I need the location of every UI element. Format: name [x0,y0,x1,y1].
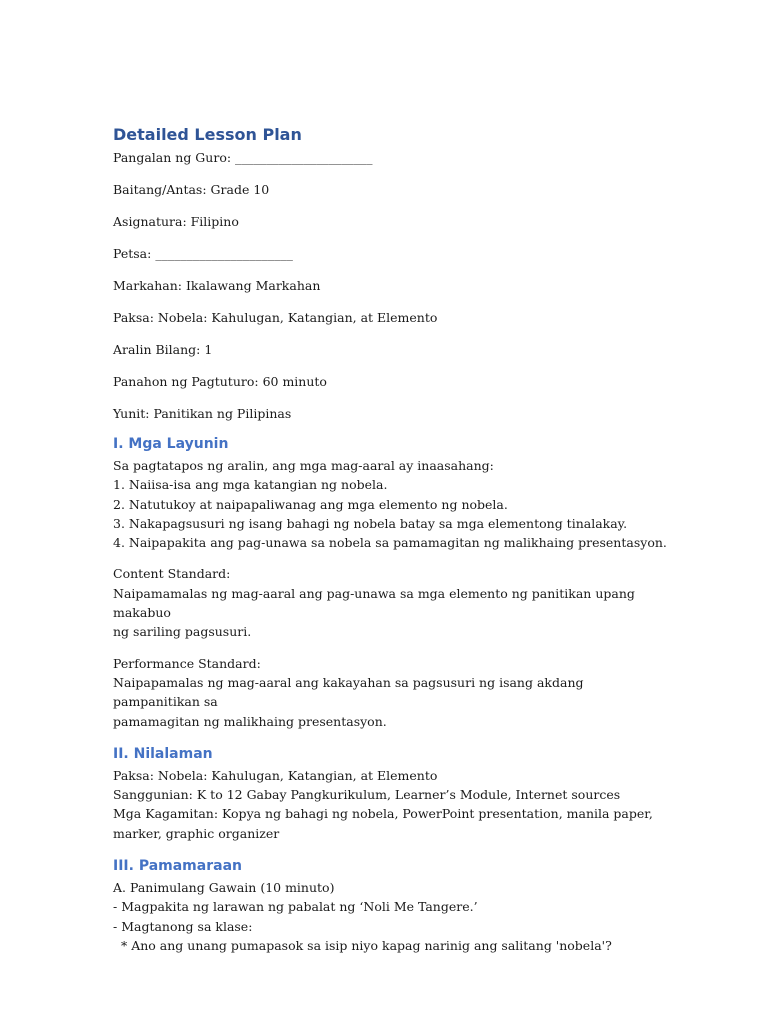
header-fields [113,148,673,423]
content-materials-cont: marker, graphic organizer [113,825,280,841]
field-duration: Panahon ng Pagtuturo: 60 minuto [113,374,327,389]
field-topic: Paksa: Nobela: Kahulugan, Katangian, at Elemento [113,310,438,325]
field-teacher-name: Pangalan ng Guro: ______________________ [113,150,373,165]
field-quarter: Markahan: Ikalawang Markahan [113,278,321,293]
objective-item: 2. Natutukoy at naipapaliwanag ang mga elemento ng nobela. [113,496,508,512]
section-heading-content: II. Nilalaman [113,745,213,762]
section-heading-procedure: III. Pamamaraan [113,858,242,875]
objective-item: 4. Naipapakita ang pag-unawa sa nobela sa pamamagitan ng malikhaing presentasyon. [113,535,667,551]
performance-standard [113,654,673,731]
field-lesson-number: Aralin Bilang: 1 [113,342,213,357]
field-grade-level: Baitang/Antas: Grade 10 [113,182,270,197]
procedure-item: - Magtanong sa klase: [113,918,253,934]
content-standard-label: Content Standard: [113,566,231,582]
field-date: Petsa: ______________________ [113,246,293,261]
content-references: Sanggunian: K to 12 Gabay Pangkurikulum, Learner’s Module, Internet sources [113,787,621,803]
section-procedure [113,855,673,955]
content-standard-text: ng sariling pagsusuri. [113,624,252,640]
section-heading-objectives: I. Mga Layunin [113,436,229,452]
objective-item: 1. Naiisa-isa ang mga katangian ng nobela. [113,477,388,493]
section-objectives [113,433,673,731]
content-topic: Paksa: Nobela: Kahulugan, Katangian, at Elemento [113,767,438,783]
content-standard-text: Naipamamalas ng mag-aaral ang pag-unawa sa mga elemento ng panitikan upang makabuo [113,585,635,621]
performance-standard-text: Naipapamalas ng mag-aaral ang kakayahan sa pagsusuri ng isang akdang pampanitikan sa [113,674,584,710]
content-materials: Mga Kagamitan: Kopya ng bahagi ng nobela, PowerPoint presentation, manila paper, [113,806,653,822]
procedure-step-title: A. Panimulang Gawain (10 minuto) [113,880,335,896]
section-content [113,743,673,843]
objective-item: 3. Nakapagsusuri ng isang bahagi ng nobela batay sa mga elementong tinalakay. [113,515,628,531]
objectives-intro: Sa pagtatapos ng aralin, ang mga mag-aaral ay inaasahang: [113,458,494,473]
field-subject: Asignatura: Filipino [113,214,239,229]
field-unit: Yunit: Panitikan ng Pilipinas [113,406,292,421]
content-standard [113,564,673,641]
procedure-item: - Magpakita ng larawan ng pabalat ng ‘Noli Me Tangere.’ [113,899,478,915]
document-title: Detailed Lesson Plan [113,125,302,144]
performance-standard-text: pamamagitan ng malikhaing presentasyon. [113,713,387,729]
performance-standard-label: Performance Standard: [113,655,261,671]
lesson-plan-document [113,124,673,967]
procedure-question: * Ano ang unang pumapasok sa isip niyo kapag narinig ang salitang 'nobela'? [121,937,612,953]
